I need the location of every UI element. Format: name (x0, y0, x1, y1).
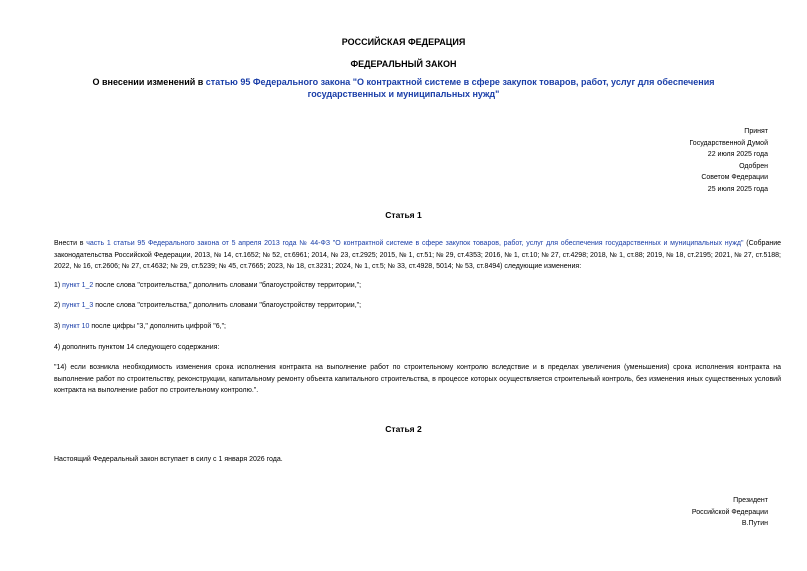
intro-law-link[interactable]: часть 1 статьи 95 Федерального закона от 5 апреля 2013 года № 44-ФЗ "О контрактной системе в сфере закупок товаров, работ, услуг для обеспечения государственных и муниципальных нужд" (86, 240, 744, 247)
article-1-item-2 (40, 300, 781, 312)
signature-country: Российской Федерации (691, 508, 768, 516)
article-1-heading: Статья 1 (385, 210, 422, 220)
approved-by: Советом Федерации (701, 174, 768, 181)
article-1-item-1 (40, 280, 781, 292)
federation-heading: РОССИЙСКАЯ ФЕДЕРАЦИЯ (341, 37, 466, 47)
article-2-text: Настоящий Федеральный закон вступает в силу с 1 января 2026 года. (54, 456, 283, 463)
adopted-date: 22 июля 2025 года (707, 151, 768, 158)
law-title (40, 76, 767, 100)
law-title-link[interactable]: статью 95 Федерального закона "О контрактной системе в сфере закупок товаров, работ, услуг для обеспечения государственных и муниципальных нужд" (205, 77, 715, 99)
item-3-number: 3) (54, 323, 63, 330)
approved-label: Одобрен (739, 162, 768, 170)
law-type-heading: ФЕДЕРАЛЬНЫЙ ЗАКОН (350, 59, 457, 69)
item-2-text: после слова "строительства," дополнить словами "благоустройству территории,"; (93, 302, 362, 309)
adopted-label: Принят (744, 128, 768, 135)
approved-date: 25 июля 2025 года (707, 185, 768, 193)
item-2-link[interactable]: пункт 1_3 (62, 302, 94, 309)
intro-suffix: (Собрание законодательства Российской Федерации, 2013, № 14, ст.1652; № 52, ст.6961; 2014, № 23, ст.2925; 2015, № 1, ст.51; № 29, ст.4353; 2016, № 1, ст.10; № 27, ст.4298; 2018, № 1, ст.88; 2019, № 18, ст.2195; 2021, № 27, ст.5188; 2022, № 16, ст.2606; № 27, ст.4632; № 29, ст.5239; № 45, ст.7665; 2023, № 18, ст.3231; 2024, № 1, ст.5; № 33, ст.4928, 5014; № 53, ст.8494) следующие изменения: (54, 240, 782, 270)
adopted-by: Государственной Думой (689, 139, 768, 147)
signature-title: Президент (733, 497, 768, 504)
item-1-text: после слова "строительства," дополнить словами "благоустройству территории,"; (93, 282, 362, 289)
article-1-item-3 (40, 321, 781, 333)
item-3-link[interactable]: пункт 10 (62, 323, 90, 330)
item-3-text: после цифры "3," дополнить цифрой "6,"; (89, 323, 226, 330)
intro-prefix: Внести в (54, 240, 87, 247)
signature-block (692, 495, 768, 530)
article-2-heading: Статья 2 (385, 424, 422, 434)
item-1-number: 1) (54, 282, 63, 289)
item-1-link[interactable]: пункт 1_2 (62, 282, 94, 289)
signature-name: В.Путин (741, 520, 768, 527)
adoption-block (689, 126, 768, 195)
article-1-item-14-quote: "14) если возникла необходимость изменения срока исполнения контракта на выполнение работ по строительному контролю вследствие и в пределах увеличения (уменьшения) срока исполнения контракта на выполнение работ по строительству, реконструкции, капитальному ремонту объекта капитального строительства, в процессе которых осуществляется строительный контроль, без изменения иных существенных условий контракта на выполнение работ по строительному контролю.". (54, 364, 781, 394)
law-title-prefix: О внесении изменений в (92, 77, 206, 87)
article-1-item-4: 4) дополнить пунктом 14 следующего содержания: (54, 344, 220, 351)
article-1-intro (40, 238, 781, 273)
item-2-number: 2) (54, 302, 63, 309)
